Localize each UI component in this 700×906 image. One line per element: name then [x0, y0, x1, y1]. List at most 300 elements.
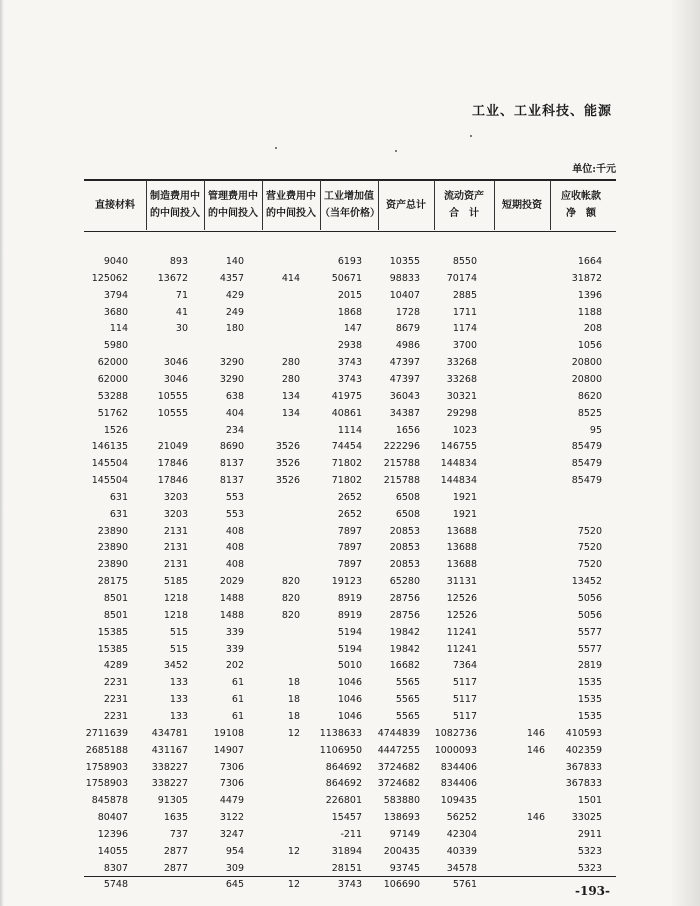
cell-management-intermediate: 408 [225, 542, 244, 554]
column-header-line: 净 额 [566, 208, 596, 219]
cell-manufacturing-intermediate: 91305 [157, 795, 188, 807]
section-title: 工业、工业科技、能源 [471, 104, 612, 119]
cell-industrial-value-added: 5194 [337, 626, 362, 638]
cell-current-assets: 5117 [452, 677, 477, 689]
cell-current-assets: 144834 [440, 475, 477, 487]
table-row [0, 677, 700, 694]
cell-current-assets: 42304 [446, 828, 477, 840]
table-row [0, 728, 700, 745]
cell-manufacturing-intermediate: 71 [175, 289, 188, 301]
cell-total-assets: 28756 [389, 609, 420, 621]
cell-current-assets: 33268 [446, 373, 477, 385]
cell-short-term-investment: 146 [526, 727, 545, 739]
cell-direct-materials: 2231 [103, 677, 128, 689]
cell-accounts-receivable: 7520 [577, 525, 602, 537]
cell-accounts-receivable: 85479 [571, 458, 602, 470]
cell-direct-materials: 2231 [103, 694, 128, 706]
cell-direct-materials: 114 [109, 323, 128, 335]
cell-total-assets: 4447255 [377, 744, 420, 756]
cell-accounts-receivable: 5323 [577, 845, 602, 857]
cell-sales-intermediate: 280 [281, 357, 300, 369]
cell-management-intermediate: 638 [225, 390, 244, 402]
cell-total-assets: 93745 [389, 862, 420, 874]
cell-direct-materials: 8501 [103, 593, 128, 604]
cell-direct-materials: 15385 [97, 643, 128, 655]
column-header-line: 合 计 [449, 208, 479, 219]
scan-speck [395, 150, 397, 152]
cell-management-intermediate: 180 [225, 323, 244, 335]
cell-industrial-value-added: 1046 [337, 694, 362, 706]
cell-accounts-receivable: 13452 [571, 576, 602, 588]
column-header-current-assets [434, 180, 494, 230]
table-row [0, 660, 700, 677]
cell-industrial-value-added: 3743 [337, 357, 362, 369]
cell-total-assets: 215788 [383, 458, 420, 470]
cell-direct-materials: 3794 [103, 289, 128, 301]
header-divider [146, 180, 147, 230]
cell-industrial-value-added: 1114 [337, 424, 362, 436]
cell-total-assets: 5565 [395, 710, 420, 722]
cell-current-assets: 11241 [446, 626, 477, 638]
cell-accounts-receivable: 33025 [571, 812, 602, 824]
cell-accounts-receivable: 1188 [577, 306, 602, 318]
table-row [0, 475, 700, 492]
cell-direct-materials: 1758903 [85, 778, 128, 790]
cell-industrial-value-added: 864692 [325, 761, 362, 773]
cell-current-assets: 12526 [446, 593, 477, 604]
cell-current-assets: 3700 [452, 340, 477, 352]
table-row [0, 492, 700, 509]
cell-manufacturing-intermediate: 133 [169, 710, 188, 722]
cell-total-assets: 20853 [389, 542, 420, 554]
cell-current-assets: 1921 [452, 491, 477, 503]
cell-sales-intermediate: 820 [281, 593, 300, 604]
cell-management-intermediate: 339 [225, 643, 244, 655]
cell-industrial-value-added: 31894 [331, 845, 362, 857]
table-row [0, 863, 700, 880]
cell-direct-materials: 845878 [91, 795, 128, 807]
cell-current-assets: 1023 [452, 424, 477, 436]
table-row [0, 559, 700, 576]
cell-management-intermediate: 61 [231, 677, 244, 689]
cell-industrial-value-added: 15457 [331, 812, 362, 824]
cell-sales-intermediate: 134 [281, 390, 300, 402]
cell-current-assets: 33268 [446, 357, 477, 369]
cell-direct-materials: 62000 [97, 357, 128, 369]
cell-accounts-receivable: 20800 [571, 357, 602, 369]
cell-accounts-receivable: 1396 [577, 289, 602, 301]
cell-industrial-value-added: 50671 [331, 272, 362, 284]
cell-direct-materials: 5748 [103, 879, 128, 891]
cell-current-assets: 56252 [446, 812, 477, 824]
cell-accounts-receivable: 5056 [577, 593, 602, 604]
column-header-line: 营业费用中 [266, 191, 316, 202]
column-header-management-intermediate [204, 180, 262, 230]
cell-industrial-value-added: -211 [340, 828, 362, 840]
cell-accounts-receivable: 1535 [577, 694, 602, 706]
scan-speck [470, 135, 472, 137]
cell-total-assets: 138693 [383, 812, 420, 824]
cell-management-intermediate: 404 [225, 407, 244, 419]
cell-direct-materials: 145504 [91, 475, 128, 487]
table-row [0, 458, 700, 475]
cell-direct-materials: 9040 [103, 256, 128, 267]
cell-accounts-receivable: 5577 [577, 643, 602, 655]
cell-manufacturing-intermediate: 21049 [157, 441, 188, 453]
cell-manufacturing-intermediate: 17846 [157, 458, 188, 470]
table-row [0, 273, 700, 290]
cell-direct-materials: 15385 [97, 626, 128, 638]
table-row [0, 408, 700, 425]
cell-management-intermediate: 1488 [219, 593, 244, 604]
cell-direct-materials: 53288 [97, 390, 128, 402]
cell-accounts-receivable: 5323 [577, 862, 602, 874]
column-header-manufacturing-intermediate [146, 180, 204, 230]
cell-total-assets: 200435 [383, 845, 420, 857]
cell-accounts-receivable: 1664 [577, 256, 602, 267]
cell-management-intermediate: 408 [225, 525, 244, 537]
header-divider [204, 180, 205, 230]
cell-manufacturing-intermediate: 17846 [157, 475, 188, 487]
table-row [0, 829, 700, 846]
cell-management-intermediate: 3122 [219, 812, 244, 824]
cell-industrial-value-added: 7897 [337, 525, 362, 537]
cell-total-assets: 36043 [389, 390, 420, 402]
cell-manufacturing-intermediate: 30 [175, 323, 188, 335]
table-row [0, 542, 700, 559]
cell-total-assets: 215788 [383, 475, 420, 487]
cell-sales-intermediate: 3526 [275, 441, 300, 453]
column-header-total-assets [378, 180, 434, 230]
column-header-line: 的中间投入 [150, 208, 200, 219]
cell-management-intermediate: 14907 [213, 744, 244, 756]
cell-sales-intermediate: 280 [281, 373, 300, 385]
cell-management-intermediate: 429 [225, 289, 244, 301]
cell-total-assets: 583880 [383, 795, 420, 807]
cell-accounts-receivable: 20800 [571, 373, 602, 385]
table-row [0, 644, 700, 661]
cell-accounts-receivable: 208 [583, 323, 602, 335]
table-row [0, 323, 700, 340]
cell-accounts-receivable: 31872 [571, 272, 602, 284]
cell-direct-materials: 8501 [103, 609, 128, 621]
cell-manufacturing-intermediate: 737 [169, 828, 188, 840]
cell-industrial-value-added: 5194 [337, 643, 362, 655]
cell-current-assets: 1174 [452, 323, 477, 335]
cell-sales-intermediate: 820 [281, 576, 300, 588]
cell-management-intermediate: 249 [225, 306, 244, 318]
cell-industrial-value-added: 2938 [337, 340, 362, 352]
cell-manufacturing-intermediate: 2877 [163, 862, 188, 874]
column-header-line: 短期投资 [502, 199, 542, 211]
cell-direct-materials: 4289 [103, 660, 128, 672]
column-header-line: 流动资产 [444, 191, 484, 202]
cell-management-intermediate: 140 [225, 256, 244, 267]
cell-current-assets: 13688 [446, 525, 477, 537]
cell-current-assets: 7364 [452, 660, 477, 672]
cell-accounts-receivable: 402359 [565, 744, 602, 756]
cell-manufacturing-intermediate: 3452 [163, 660, 188, 672]
column-header-industrial-value-added [320, 180, 378, 230]
cell-manufacturing-intermediate: 10555 [157, 407, 188, 419]
cell-current-assets: 40339 [446, 845, 477, 857]
cell-industrial-value-added: 1868 [337, 306, 362, 318]
header-divider [378, 180, 379, 230]
cell-accounts-receivable: 7520 [577, 542, 602, 554]
cell-sales-intermediate: 12 [287, 879, 300, 891]
cell-management-intermediate: 61 [231, 694, 244, 706]
header-divider [494, 180, 495, 230]
cell-industrial-value-added: 1138633 [319, 727, 362, 739]
cell-current-assets: 2885 [452, 289, 477, 301]
cell-total-assets: 19842 [389, 643, 420, 655]
cell-industrial-value-added: 71802 [331, 458, 362, 470]
cell-total-assets: 20853 [389, 559, 420, 571]
table-row [0, 846, 700, 863]
cell-total-assets: 6508 [395, 508, 420, 520]
cell-industrial-value-added: 5010 [337, 660, 362, 672]
cell-industrial-value-added: 1106950 [319, 744, 362, 756]
cell-accounts-receivable: 410593 [565, 727, 602, 739]
cell-sales-intermediate: 414 [281, 272, 300, 284]
cell-current-assets: 5117 [452, 694, 477, 706]
cell-total-assets: 10407 [389, 289, 420, 301]
table-header-rule [84, 231, 616, 232]
cell-management-intermediate: 2029 [219, 576, 244, 588]
cell-direct-materials: 1758903 [85, 761, 128, 773]
cell-total-assets: 8679 [395, 323, 420, 335]
column-header-line: 工业增加值 [324, 191, 374, 202]
cell-accounts-receivable: 95 [589, 424, 602, 436]
cell-sales-intermediate: 18 [287, 710, 300, 722]
cell-direct-materials: 1526 [103, 424, 128, 436]
cell-total-assets: 16682 [389, 660, 420, 672]
cell-manufacturing-intermediate: 41 [175, 306, 188, 318]
table-row [0, 509, 700, 526]
cell-total-assets: 34387 [389, 407, 420, 419]
table-row [0, 307, 700, 324]
cell-manufacturing-intermediate: 515 [169, 626, 188, 638]
cell-industrial-value-added: 864692 [325, 778, 362, 790]
cell-direct-materials: 23890 [97, 542, 128, 554]
cell-management-intermediate: 3290 [219, 357, 244, 369]
cell-management-intermediate: 645 [225, 879, 244, 891]
cell-total-assets: 5565 [395, 677, 420, 689]
cell-current-assets: 8550 [452, 256, 477, 267]
cell-manufacturing-intermediate: 1218 [163, 609, 188, 621]
cell-direct-materials: 631 [109, 491, 128, 503]
table-row [0, 374, 700, 391]
cell-industrial-value-added: 3743 [337, 879, 362, 891]
cell-manufacturing-intermediate: 5185 [163, 576, 188, 588]
cell-total-assets: 47397 [389, 357, 420, 369]
cell-sales-intermediate: 820 [281, 609, 300, 621]
cell-current-assets: 146755 [440, 441, 477, 453]
table-row [0, 711, 700, 728]
header-divider [550, 180, 551, 230]
cell-total-assets: 4744839 [377, 727, 420, 739]
cell-management-intermediate: 4479 [219, 795, 244, 807]
cell-industrial-value-added: 7897 [337, 559, 362, 571]
cell-manufacturing-intermediate: 515 [169, 643, 188, 655]
cell-total-assets: 47397 [389, 373, 420, 385]
table-row [0, 441, 700, 458]
cell-sales-intermediate: 12 [287, 845, 300, 857]
cell-direct-materials: 2711639 [85, 727, 128, 739]
cell-industrial-value-added: 1046 [337, 710, 362, 722]
cell-management-intermediate: 8137 [219, 458, 244, 470]
cell-industrial-value-added: 8919 [337, 609, 362, 621]
cell-sales-intermediate: 3526 [275, 475, 300, 487]
table-row [0, 694, 700, 711]
cell-accounts-receivable: 1056 [577, 340, 602, 352]
cell-management-intermediate: 339 [225, 626, 244, 638]
cell-direct-materials: 125062 [91, 272, 128, 284]
cell-manufacturing-intermediate: 3046 [163, 373, 188, 385]
cell-manufacturing-intermediate: 893 [169, 256, 188, 267]
cell-direct-materials: 62000 [97, 373, 128, 385]
cell-industrial-value-added: 8919 [337, 593, 362, 604]
cell-current-assets: 13688 [446, 542, 477, 554]
cell-industrial-value-added: 40861 [331, 407, 362, 419]
cell-total-assets: 28756 [389, 593, 420, 604]
cell-industrial-value-added: 28151 [331, 862, 362, 874]
cell-industrial-value-added: 2015 [337, 289, 362, 301]
cell-manufacturing-intermediate: 133 [169, 677, 188, 689]
cell-direct-materials: 14055 [97, 845, 128, 857]
cell-management-intermediate: 19108 [213, 727, 244, 739]
cell-management-intermediate: 553 [225, 491, 244, 503]
cell-current-assets: 109435 [440, 795, 477, 807]
cell-industrial-value-added: 19123 [331, 576, 362, 588]
cell-total-assets: 106690 [383, 879, 420, 891]
cell-total-assets: 222296 [383, 441, 420, 453]
cell-total-assets: 98833 [389, 272, 420, 284]
cell-accounts-receivable: 2911 [577, 828, 602, 840]
cell-total-assets: 5565 [395, 694, 420, 706]
cell-total-assets: 20853 [389, 525, 420, 537]
cell-manufacturing-intermediate: 13672 [157, 272, 188, 284]
cell-accounts-receivable: 85479 [571, 441, 602, 453]
cell-current-assets: 5761 [452, 879, 477, 891]
table-row [0, 340, 700, 357]
cell-accounts-receivable: 5577 [577, 626, 602, 638]
cell-management-intermediate: 8690 [219, 441, 244, 453]
cell-total-assets: 10355 [389, 256, 420, 267]
table-row [0, 290, 700, 307]
table-row [0, 425, 700, 442]
cell-manufacturing-intermediate: 2131 [163, 525, 188, 537]
cell-management-intermediate: 234 [225, 424, 244, 436]
cell-management-intermediate: 7306 [219, 778, 244, 790]
cell-manufacturing-intermediate: 1218 [163, 593, 188, 604]
cell-management-intermediate: 954 [225, 845, 244, 857]
cell-current-assets: 12526 [446, 609, 477, 621]
column-header-sales-intermediate [262, 180, 320, 230]
table-row [0, 762, 700, 779]
cell-current-assets: 1921 [452, 508, 477, 520]
cell-management-intermediate: 3247 [219, 828, 244, 840]
header-divider [434, 180, 435, 230]
cell-accounts-receivable: 1535 [577, 677, 602, 689]
cell-industrial-value-added: 1046 [337, 677, 362, 689]
cell-current-assets: 834406 [440, 761, 477, 773]
cell-accounts-receivable: 8525 [577, 407, 602, 419]
cell-direct-materials: 631 [109, 508, 128, 520]
cell-total-assets: 4986 [395, 340, 420, 352]
cell-direct-materials: 2231 [103, 710, 128, 722]
cell-current-assets: 29298 [446, 407, 477, 419]
header-divider [320, 180, 321, 230]
cell-accounts-receivable: 7520 [577, 559, 602, 571]
cell-current-assets: 11241 [446, 643, 477, 655]
cell-manufacturing-intermediate: 3203 [163, 508, 188, 520]
table-row [0, 526, 700, 543]
cell-industrial-value-added: 71802 [331, 475, 362, 487]
cell-management-intermediate: 8137 [219, 475, 244, 487]
cell-direct-materials: 12396 [97, 828, 128, 840]
table-row [0, 391, 700, 408]
cell-industrial-value-added: 3743 [337, 373, 362, 385]
cell-current-assets: 1082736 [434, 727, 477, 739]
cell-industrial-value-added: 41975 [331, 390, 362, 402]
unit-label: 单位:千元 [572, 164, 616, 175]
cell-management-intermediate: 202 [225, 660, 244, 672]
table-row [0, 812, 700, 829]
cell-current-assets: 834406 [440, 778, 477, 790]
header-divider [262, 180, 263, 230]
cell-direct-materials: 28175 [97, 576, 128, 588]
cell-management-intermediate: 61 [231, 710, 244, 722]
table-row [0, 256, 700, 273]
cell-current-assets: 1711 [452, 306, 477, 318]
cell-industrial-value-added: 226801 [325, 795, 362, 807]
cell-direct-materials: 5980 [103, 340, 128, 352]
cell-current-assets: 5117 [452, 710, 477, 722]
cell-total-assets: 1728 [395, 306, 420, 318]
cell-management-intermediate: 7306 [219, 761, 244, 773]
cell-manufacturing-intermediate: 338227 [151, 761, 188, 773]
column-header-line: （当年价格） [320, 208, 380, 219]
column-header-line: 管理费用中 [208, 191, 258, 202]
cell-current-assets: 1000093 [434, 744, 477, 756]
cell-industrial-value-added: 74454 [331, 441, 362, 453]
cell-total-assets: 19842 [389, 626, 420, 638]
cell-sales-intermediate: 134 [281, 407, 300, 419]
cell-accounts-receivable: 1501 [577, 795, 602, 807]
table-bottom-rule [84, 876, 616, 877]
cell-industrial-value-added: 7897 [337, 542, 362, 554]
cell-direct-materials: 23890 [97, 525, 128, 537]
cell-manufacturing-intermediate: 2131 [163, 559, 188, 571]
table-row [0, 610, 700, 627]
cell-management-intermediate: 1488 [219, 609, 244, 621]
cell-manufacturing-intermediate: 10555 [157, 390, 188, 402]
cell-manufacturing-intermediate: 133 [169, 694, 188, 706]
table-row [0, 627, 700, 644]
column-header-line: 的中间投入 [266, 208, 316, 219]
cell-short-term-investment: 146 [526, 744, 545, 756]
column-header-line: 的中间投入 [208, 208, 258, 219]
cell-accounts-receivable: 1535 [577, 710, 602, 722]
cell-total-assets: 1656 [395, 424, 420, 436]
table-row [0, 576, 700, 593]
cell-total-assets: 3724682 [377, 778, 420, 790]
cell-sales-intermediate: 3526 [275, 458, 300, 470]
cell-sales-intermediate: 18 [287, 677, 300, 689]
column-header-line: 直接材料 [95, 199, 135, 211]
cell-management-intermediate: 309 [225, 862, 244, 874]
